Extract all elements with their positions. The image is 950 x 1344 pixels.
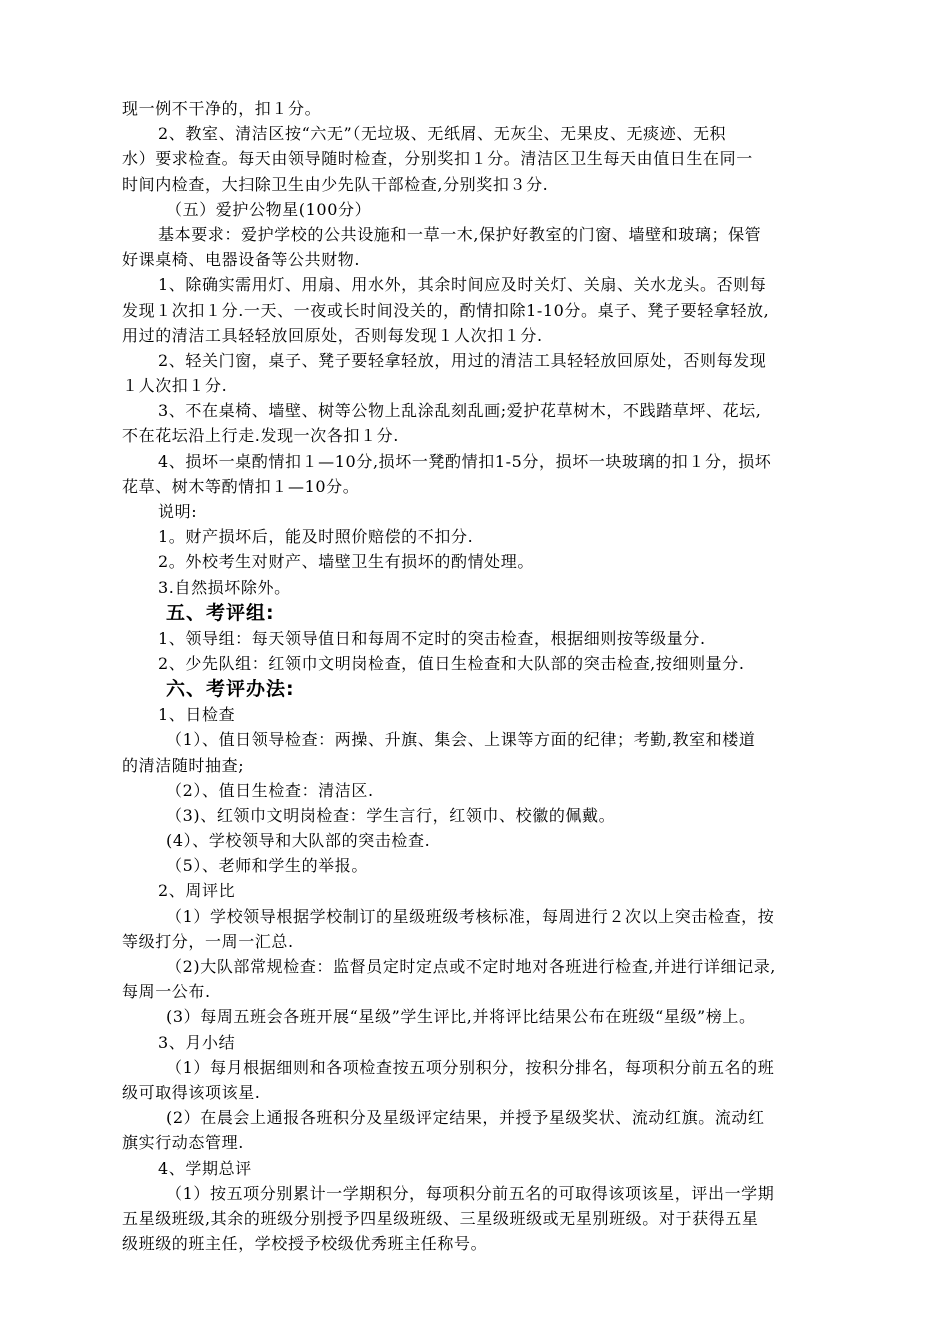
text-line: 花草、树木等酌情扣１—10分。 [122,476,360,496]
text-line: 五星级班级,其余的班级分别授予四星级班级、三星级班级或无星别班级。对于获得五星 [122,1208,759,1228]
note-item: 1。财产损坏后，能及时照价赔偿的不扣分. [158,527,474,547]
text-line: (3）每周五班会各班开展“星级”学生评比,并将评比结果公布在班级“星级”榜上。 [166,1007,756,1027]
text-line: 不在花坛沿上行走.发现一次各扣１分. [122,426,399,446]
text-line: 2、少先队组：红领巾文明岗检查，值日生检查和大队部的突击检查,按细则量分. [158,653,745,673]
section-heading: 六、考评办法: [166,678,295,701]
note-item: 2。外校考生对财产、墙壁卫生有损坏的酌情处理。 [158,552,534,572]
text-line: （5）、老师和学生的举报。 [166,856,368,876]
section-heading: 五、考评组: [166,601,275,624]
text-line: １人次扣１分. [122,376,228,396]
text-line: 级班级的班主任，学校授予校级优秀班主任称号。 [122,1234,488,1254]
text-line: 1、领导组：每天领导值日和每周不定时的突击检查，根据细则按等级量分. [158,628,706,648]
text-line: （3)、红领巾文明岗检查：学生言行，红领巾、校徽的佩戴。 [166,805,616,825]
text-line: 旗实行动态管理. [122,1133,244,1153]
text-line: （1）按五项分别累计一学期积分，每项积分前五名的可取得该项该星，评出一学期 [166,1183,775,1203]
text-line: 用过的清洁工具轻轻放回原处，否则每发现１人次扣１分. [122,325,543,345]
text-line: （1）学校领导根据学校制订的星级班级考核标准，每周进行２次以上突击检查，按 [166,906,775,926]
text-line: (4）、学校领导和大队部的突击检查. [166,831,431,851]
text-line: （1）每月根据细则和各项检查按五项分别积分，按积分排名，每项积分前五名的班 [166,1057,775,1077]
text-line: （2）、值日生检查：清洁区. [166,780,374,800]
note-label: 说明: [158,502,198,521]
text-line: （1）、值日领导检查：两操、升旗、集会、上课等方面的纪律；考勤,教室和楼道 [166,730,756,750]
text-line: 现一例不干净的，扣１分。 [122,99,322,118]
text-line: 2、周评比 [158,881,236,901]
text-line: 4、学期总评 [158,1158,252,1178]
text-line: 3、月小结 [158,1032,236,1052]
text-line: 时间内检查，大扫除卫生由少先队干部检查,分别奖扣３分. [122,174,549,194]
text-line: 2、教室、清洁区按“六无”（无垃圾、无纸屑、无灰尘、无果皮、无痰迹、无积 [158,124,727,144]
text-line: 好课桌椅、电器设备等公共财物. [122,250,361,270]
text-line: (2）在晨会上通报各班积分及星级评定结果，并授予星级奖状、流动红旗。流动红 [166,1108,765,1128]
text-line: 2、轻关门窗，桌子、凳子要轻拿轻放，用过的清洁工具轻轻放回原处，否则每发现 [158,350,767,370]
note-item: 3.自然损坏除外。 [158,577,291,597]
text-line: 1、除确实需用灯、用扇、用水外，其余时间应及时关灯、关扇、关水龙头。否则每 [158,275,767,295]
text-line: 基本要求：爱护学校的公共设施和一草一木,保护好教室的门窗、墙壁和玻璃；保管 [158,224,762,244]
text-line: 3、不在桌椅、墙壁、树等公物上乱涂乱刻乱画;爱护花草树木，不践踏草坪、花坛, [158,401,762,421]
text-line: 级可取得该项该星. [122,1082,261,1102]
text-line: 发现１次扣１分.一天、一夜或长时间没关的，酌情扣除1-10分。桌子、凳子要轻拿轻放, [122,300,770,320]
text-line: 每周一公布. [122,982,211,1002]
text-line: 4、损坏一桌酌情扣１—10分,损坏一凳酌情扣1-5分，损坏一块玻璃的扣１分，损坏 [158,451,772,471]
text-line: 1、日检查 [158,705,236,725]
text-line: 水）要求检查。每天由领导随时检查，分别奖扣１分。清洁区卫生每天由值日生在同一 [122,149,753,169]
text-line: （2)大队部常规检查：监督员定时定点或不定时地对各班进行检查,并进行详细记录, [166,957,776,976]
text-line: 的清洁随时抽查; [122,755,245,775]
section-subheading: （五）爱护公物星(100分） [166,199,372,219]
text-line: 等级打分，一周一汇总. [122,931,294,951]
